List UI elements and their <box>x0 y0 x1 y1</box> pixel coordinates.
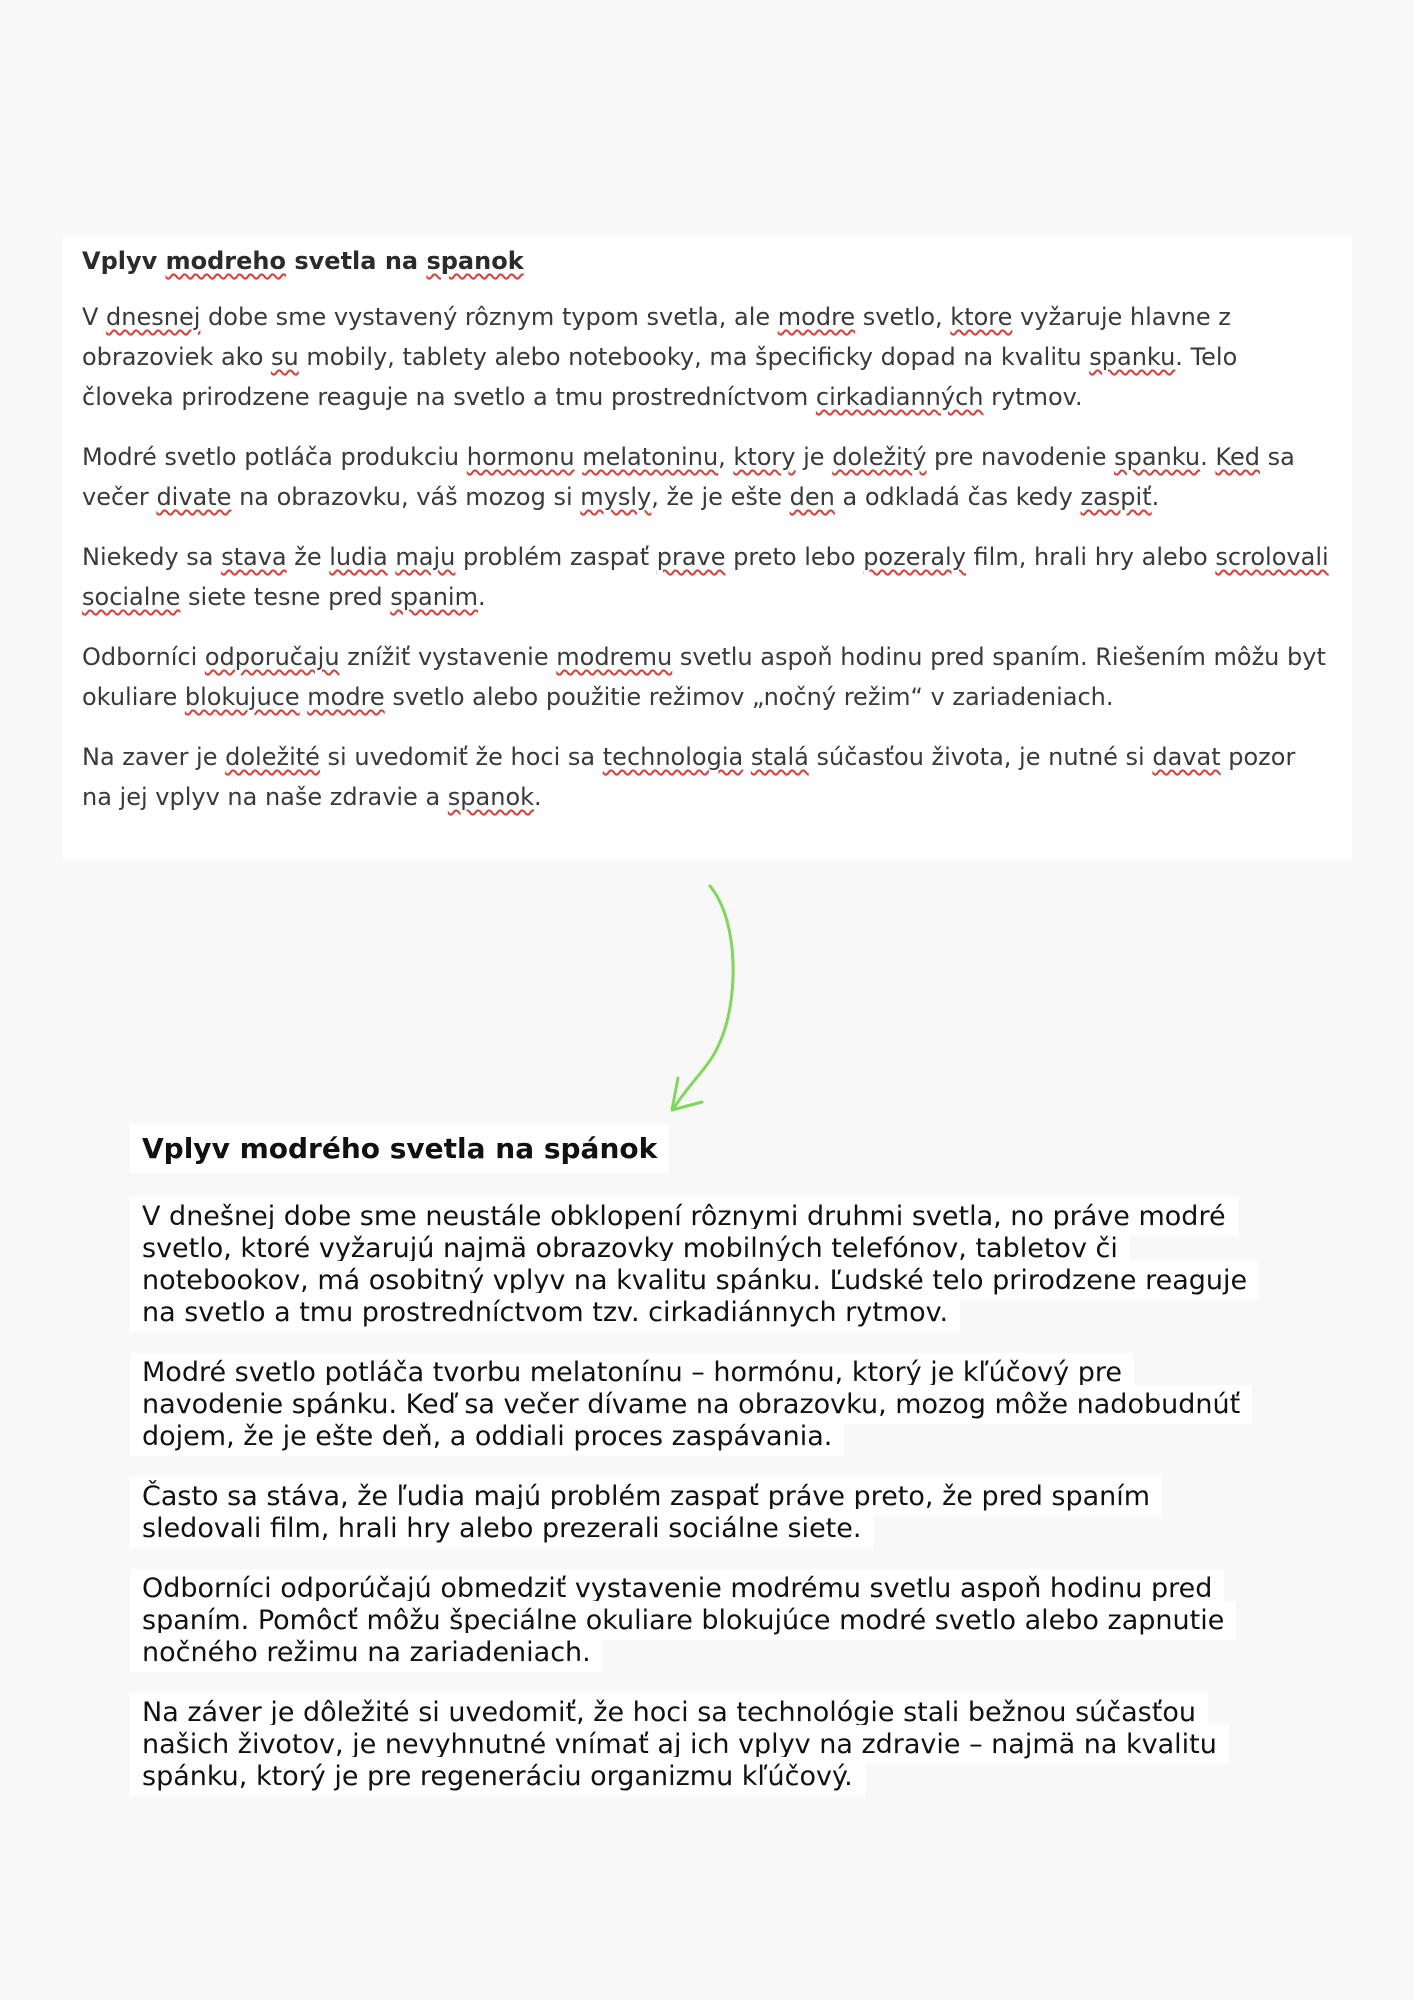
misspelled-word: davat <box>1152 743 1221 772</box>
original-paragraph: Na zaver je doležité si uvedomiť že hoci sa technologia stalá súčasťou života, je nutné si davat pozor na jej vplyv na naše zdravie a spanok. <box>82 743 1296 812</box>
misspelled-word: modremu <box>556 643 673 672</box>
original-text-panel <box>62 236 1352 860</box>
corrected-paragraph: V dnešnej dobe sme neustále obklopení rôznymi druhmi svetla, no práve modré svetlo, ktoré vyžarujú najmä obrazovky mobilných telefónov, tabletov či notebookov, má osobitný vplyv na kvalitu spánku. Ľudské telo prirodzene reaguje na svetlo a tmu prostredníctvom tzv. cirkadiánnych rytmov. <box>130 1201 1260 1329</box>
misspelled-word: modre <box>777 303 856 332</box>
misspelled-word: odporučaju <box>204 643 340 672</box>
original-paragraph: Modré svetlo potláča produkciu hormonu melatoninu, ktory je doležitý pre navodenie spanku. Ked sa večer divate na obrazovku, váš mozog si mysly, že je ešte den a odkladá čas kedy zaspiť. <box>82 443 1295 512</box>
misspelled-word: dnesnej <box>106 303 201 332</box>
misspelled-word: technologia <box>602 743 744 772</box>
misspelled-word: pozeraly <box>863 543 966 572</box>
misspelled-word: divate <box>156 483 232 512</box>
misspelled-word: doležitý <box>832 443 927 472</box>
misspelled-word: maju <box>395 543 456 572</box>
original-paragraph: Niekedy sa stava že ludia maju problém zaspať prave preto lebo pozeraly film, hrali hry alebo scrolovali socialne siete tesne pred spanim. <box>82 543 1329 612</box>
misspelled-word: ktory <box>733 443 796 472</box>
corrected-paragraph: Na záver je dôležité si uvedomiť, že hoci sa technológie stali bežnou súčasťou našich životov, je nevyhnutné vnímať aj ich vplyv na zdravie – najmä na kvalitu spánku, ktorý je pre regeneráciu organizmu kľúčový. <box>130 1697 1260 1793</box>
corrected-paragraph: Často sa stáva, že ľudia majú problém zaspať práve preto, že pred spaním sledovali film, hrali hry alebo prezerali sociálne siete. <box>130 1481 1260 1545</box>
misspelled-word: socialne <box>82 583 181 612</box>
misspelled-word: su <box>271 343 299 372</box>
misspelled-word: spanok <box>426 247 524 275</box>
misspelled-word: stava <box>221 543 287 572</box>
misspelled-word: modre <box>307 683 385 712</box>
corrected-paragraph: Odborníci odporúčajú obmedziť vystavenie modrému svetlu aspoň hodinu pred spaním. Pomôcť môžu špeciálne okuliare blokujúce modré svetlo alebo zapnutie nočného režimu na zariadeniach. <box>130 1573 1260 1669</box>
misspelled-word: scrolovali <box>1215 543 1329 572</box>
misspelled-word: prave <box>656 543 726 572</box>
original-title: Vplyv modreho svetla na spanok <box>82 247 524 275</box>
misspelled-word: ludia <box>329 543 388 572</box>
misspelled-word: melatoninu <box>582 443 719 472</box>
misspelled-word: spanku <box>1089 343 1176 372</box>
misspelled-word: hormonu <box>466 443 575 472</box>
misspelled-word: spanim <box>390 583 478 612</box>
misspelled-word: mysly <box>580 483 652 512</box>
corrected-title: Vplyv modrého svetla na spánok <box>130 1124 669 1173</box>
misspelled-word: ktore <box>950 303 1013 332</box>
curved-arrow-icon <box>660 882 750 1114</box>
misspelled-word: modreho <box>165 247 286 275</box>
misspelled-word: spanku <box>1114 443 1201 472</box>
misspelled-word: spanok <box>447 783 535 812</box>
misspelled-word: doležité <box>225 743 320 772</box>
corrected-paragraph: Modré svetlo potláča tvorbu melatonínu – hormónu, ktorý je kľúčový pre navodenie spánku. Keď sa večer dívame na obrazovku, mozog môže nadobudnúť dojem, že je ešte deň, a oddiali proces zaspávania. <box>130 1357 1260 1453</box>
corrected-text-section <box>130 1124 1280 1793</box>
misspelled-word: Ked <box>1215 443 1260 472</box>
misspelled-word: zaspiť <box>1080 483 1152 512</box>
misspelled-word: den <box>789 483 835 512</box>
original-paragraph: Odborníci odporučaju znížiť vystavenie modremu svetlu aspoň hodinu pred spaním. Riešením môžu byt okuliare blokujuce modre svetlo alebo použitie režimov „nočný režim“ v zariadeniach. <box>82 643 1326 712</box>
original-paragraph: V dnesnej dobe sme vystavený rôznym typom svetla, ale modre svetlo, ktore vyžaruje hlavne z obrazoviek ako su mobily, tablety alebo notebooky, ma špecificky dopad na kvalitu spanku. Telo človeka prirodzene reaguje na svetlo a tmu prostredníctvom cirkadianných rytmov. <box>82 303 1238 412</box>
misspelled-word: blokujuce <box>184 683 300 712</box>
misspelled-word: cirkadianných <box>815 383 984 412</box>
misspelled-word: stalá <box>750 743 809 772</box>
